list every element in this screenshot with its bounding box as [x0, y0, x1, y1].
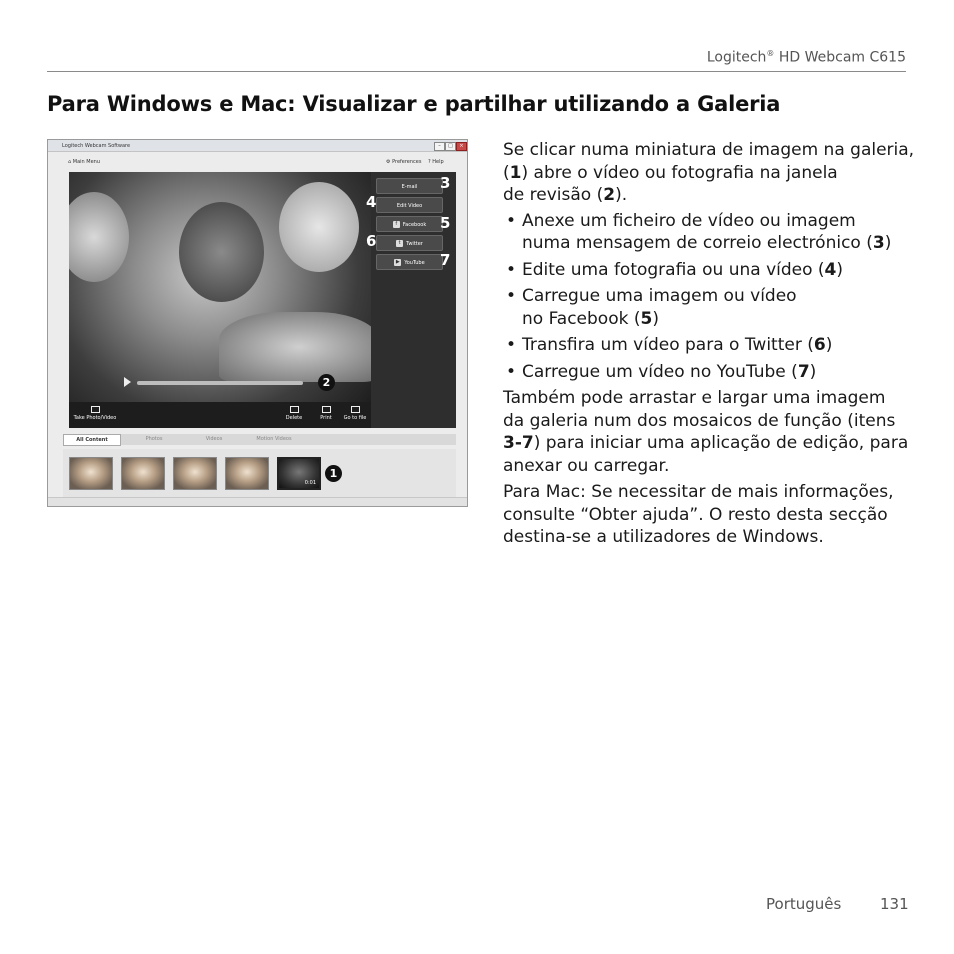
video-scrub-bar[interactable]: [137, 381, 303, 385]
callout-7: 7: [440, 251, 451, 269]
gallery-thumbnail-selected[interactable]: [277, 457, 321, 490]
close-icon[interactable]: ×: [456, 142, 467, 151]
photo-child-left: [69, 192, 129, 282]
window-titlebar: [48, 140, 467, 152]
window-title: Logitech Webcam Software: [62, 143, 131, 149]
gallery-thumbnail[interactable]: [69, 457, 113, 490]
youtube-icon: ▶: [395, 259, 400, 265]
menu-bar: [48, 153, 467, 172]
list-item: • Carregue uma imagem ou vídeo no Facebook (5): [503, 285, 913, 330]
webcam-software-screenshot: [47, 139, 468, 507]
play-icon[interactable]: [124, 377, 131, 387]
tab-motion-videos[interactable]: Motion Videos: [256, 436, 292, 442]
header-divider: [47, 71, 906, 72]
gallery-thumbnail[interactable]: [173, 457, 217, 490]
tab-videos[interactable]: Videos: [205, 436, 223, 442]
main-menu-button[interactable]: ⌂ Main Menu: [68, 159, 101, 165]
gallery-tabs: [63, 434, 456, 445]
photo-cake: [219, 312, 371, 382]
instructions-text: [503, 139, 913, 549]
page-title: Para Windows e Mac: Visualizar e partilhar utilizando a Galeria: [47, 92, 781, 116]
print-button[interactable]: Print: [313, 406, 339, 421]
viewer-toolbar: [69, 402, 371, 428]
twitter-button[interactable]: t Twitter: [376, 235, 443, 251]
footer-language: Português: [766, 895, 842, 913]
callout-6: 6: [366, 232, 377, 250]
printer-icon: [322, 406, 331, 413]
tab-photos[interactable]: Photos: [145, 436, 163, 442]
minimize-icon[interactable]: –: [434, 142, 445, 151]
list-item: • Edite uma fotografia ou una vídeo (4): [503, 259, 913, 282]
drag-drop-paragraph: Também pode arrastar e largar uma imagem da galeria num dos mosaicos de função (itens 3-7) para iniciar uma aplicação de edição, para anexar ou carregar.: [503, 388, 909, 476]
facebook-button[interactable]: f Facebook: [376, 216, 443, 232]
share-options-list: [503, 210, 913, 384]
page-number: 131: [880, 895, 909, 913]
twitter-icon: t: [396, 240, 403, 247]
thumbnail-timecode: 0:01: [304, 480, 316, 486]
intro-paragraph: Se clicar numa miniatura de imagem na galeria, (1) abre o vídeo ou fotografia na janela de revisão (2).: [503, 140, 915, 205]
callout-2: 2: [318, 374, 335, 391]
header-product-name: Logitech® HD Webcam C615: [706, 49, 906, 66]
delete-button[interactable]: Delete: [281, 406, 307, 421]
gallery-strip: [63, 449, 456, 499]
list-item: • Anexe um ficheiro de vídeo ou imagem numa mensagem de correio electrónico (3): [503, 210, 913, 255]
photo-child-center: [179, 202, 264, 302]
folder-icon: [351, 406, 360, 413]
trash-icon: [290, 406, 299, 413]
mac-note-paragraph: Para Mac: Se necessitar de mais informações, consulte “Obter ajuda”. O resto desta secção destina-se a utilizadores de Windows.: [503, 482, 894, 547]
list-item: • Transfira um vídeo para o Twitter (6): [503, 334, 913, 357]
gallery-thumbnail[interactable]: [225, 457, 269, 490]
status-bar: [48, 497, 467, 506]
callout-3: 3: [440, 174, 451, 192]
email-button[interactable]: E-mail: [376, 178, 443, 194]
photo-child-right: [279, 182, 359, 272]
list-item: • Carregue um vídeo no YouTube (7): [503, 361, 913, 384]
gallery-thumbnail[interactable]: [121, 457, 165, 490]
callout-1: 1: [325, 465, 342, 482]
youtube-button[interactable]: ▶ YouTube: [376, 254, 443, 270]
edit-video-button[interactable]: Edit Video: [376, 197, 443, 213]
preferences-button[interactable]: ⚙ Preferences: [386, 159, 422, 165]
maximize-icon[interactable]: □: [445, 142, 456, 151]
tab-all-content[interactable]: All Content: [63, 434, 121, 446]
go-to-file-button[interactable]: Go to file: [339, 406, 371, 421]
share-panel: [371, 172, 456, 428]
callout-4: 4: [366, 193, 377, 211]
help-button[interactable]: ? Help: [428, 159, 444, 165]
facebook-icon: f: [393, 221, 400, 228]
take-photo-button[interactable]: Take Photo/Video: [71, 406, 119, 421]
callout-5: 5: [440, 214, 451, 232]
camera-icon: [91, 406, 100, 413]
